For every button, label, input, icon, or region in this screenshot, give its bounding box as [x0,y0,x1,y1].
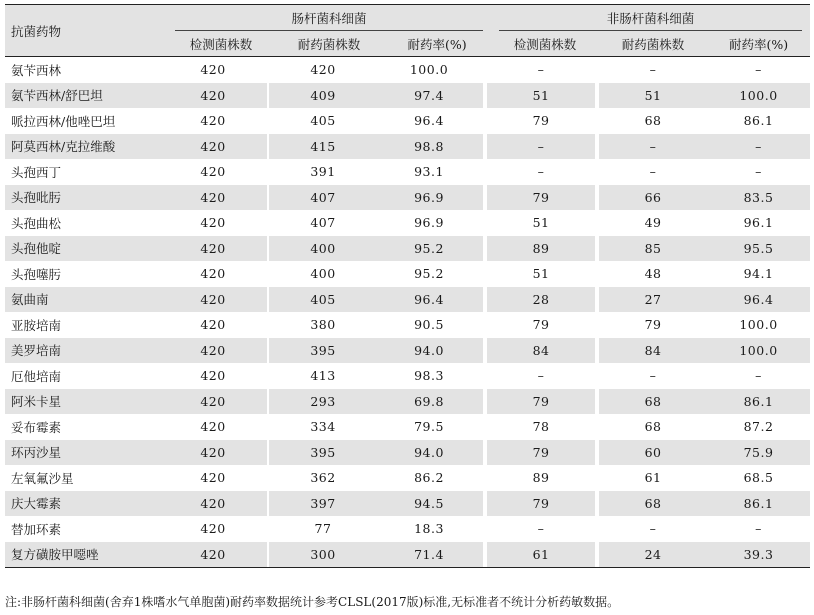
non-enterobacter-resistant-cell: 24 [599,542,707,568]
enterobacter-rate-cell: 94.0 [375,440,483,466]
non-enterobacter-rate-header: 耐药率(%) [707,31,810,57]
enterobacter-resistant-cell: 400 [310,266,336,282]
drug-name-cell: 环丙沙星 [5,440,167,466]
table-row [5,440,810,466]
table-body [5,57,810,568]
non-enterobacter-rate-cell: – [755,62,762,78]
table-row [5,465,810,491]
table-row [5,312,810,338]
non-enterobacter-rate-cell: – [707,134,810,160]
table-row [5,83,810,109]
enterobacter-detected-cell: 420 [200,215,226,231]
non-enterobacter-resistant-cell: 68 [644,419,662,435]
enterobacter-rate-cell: 98.3 [414,368,444,384]
drug-name-cell: 氨曲南 [5,287,167,313]
enterobacter-resistant-cell: 362 [310,470,336,486]
non-enterobacter-detected-cell: 28 [487,287,595,313]
enterobacter-detected-cell: 420 [200,266,226,282]
non-enterobacter-rate-cell: 75.9 [707,440,810,466]
enterobacter-detected-cell: 420 [159,491,267,517]
non-enterobacter-detected-cell: 89 [532,470,550,486]
enterobacter-detected-cell: 420 [200,521,226,537]
enterobacter-resistant-cell: 420 [310,62,336,78]
enterobacter-resistant-cell: 77 [314,521,332,537]
table-row [5,516,810,542]
non-enterobacter-rate-cell: 96.4 [707,287,810,313]
non-enterobacter-group-header [491,5,810,32]
non-enterobacter-rate-cell: 100.0 [739,317,778,333]
non-enterobacter-resistant-cell: – [649,62,657,78]
non-enterobacter-resistant-cell: 68 [644,113,662,129]
non-enterobacter-detected-cell: – [537,164,545,180]
enterobacter-rate-cell: 95.2 [375,236,483,262]
non-enterobacter-rate-cell: 86.1 [743,113,774,129]
non-enterobacter-rate-cell: 83.5 [707,185,810,211]
table-row [5,542,810,568]
non-enterobacter-resistant-cell: 84 [599,338,707,364]
enterobacter-rate-cell: 94.5 [375,491,483,517]
non-enterobacter-resistant-cell: – [649,368,657,384]
group-divider [499,30,802,31]
enterobacter-detected-cell: 420 [200,368,226,384]
enterobacter-resistant-cell: 405 [310,113,336,129]
non-enterobacter-detected-cell: 78 [532,419,550,435]
table-header [5,5,810,57]
enterobacter-resistant-cell: 400 [269,236,377,262]
drug-name-cell: 头孢西丁 [11,164,62,180]
enterobacter-rate-cell: 96.9 [414,215,444,231]
enterobacter-rate-cell: 18.3 [414,521,444,537]
table-row [5,134,810,160]
table-row [5,236,810,262]
non-enterobacter-detected-cell: 79 [487,491,595,517]
non-enterobacter-detected-cell: 51 [487,83,595,109]
enterobacter-detected-cell: 420 [159,236,267,262]
enterobacter-rate-cell: 96.9 [375,185,483,211]
non-enterobacter-rate-cell: – [755,164,762,180]
enterobacter-detected-cell: 420 [200,164,226,180]
non-enterobacter-detected-cell: – [537,62,545,78]
non-enterobacter-resistant-cell: 51 [599,83,707,109]
enterobacter-resistant-cell: 405 [269,287,377,313]
enterobacter-rate-cell: 94.0 [375,338,483,364]
enterobacter-rate-cell: 90.5 [414,317,444,333]
enterobacter-rate-cell: 97.4 [375,83,483,109]
table-row [5,338,810,364]
non-enterobacter-detected-cell: 61 [487,542,595,568]
enterobacter-resistant-cell: 334 [310,419,336,435]
non-enterobacter-detected-cell: 79 [532,317,550,333]
table-row [5,414,810,440]
enterobacter-resistant-cell: 395 [269,440,377,466]
non-enterobacter-rate-cell: 39.3 [707,542,810,568]
drug-name-cell: 氨苄西林/舒巴坦 [5,83,167,109]
table-row [5,185,810,211]
non-enterobacter-resistant-cell: 85 [599,236,707,262]
non-enterobacter-rate-cell: 95.5 [707,236,810,262]
non-enterobacter-rate-cell: 86.1 [707,491,810,517]
table-row [5,491,810,517]
non-enterobacter-resistant-cell: 79 [644,317,662,333]
enterobacter-detected-cell: 420 [159,134,267,160]
non-enterobacter-resistant-cell: 27 [599,287,707,313]
non-enterobacter-rate-cell: 94.1 [743,266,774,282]
drug-name-cell: 阿米卡星 [5,389,167,415]
non-enterobacter-detected-cell: 79 [532,113,550,129]
non-enterobacter-rate-cell: 96.1 [743,215,774,231]
enterobacter-detected-cell: 420 [200,419,226,435]
enterobacter-resistant-cell: 395 [269,338,377,364]
enterobacter-group-header [167,5,491,32]
drug-name-cell: 庆大霉素 [5,491,167,517]
non-enterobacter-resistant-cell: 68 [599,389,707,415]
drug-name-cell: 复方磺胺甲噁唑 [5,542,167,568]
non-enterobacter-rate-cell: 86.1 [707,389,810,415]
drug-name-cell: 头孢噻肟 [11,266,62,282]
enterobacter-rate-cell: 86.2 [414,470,444,486]
non-enterobacter-detected-cell: 84 [487,338,595,364]
drug-name-cell: 头孢他啶 [5,236,167,262]
non-enterobacter-resistant-cell: 61 [644,470,662,486]
enterobacter-detected-cell: 420 [159,287,267,313]
enterobacter-detected-cell: 420 [159,440,267,466]
drug-name-cell: 亚胺培南 [11,317,62,333]
non-enterobacter-resistant-cell: 60 [599,440,707,466]
enterobacter-rate-cell: 79.5 [414,419,444,435]
non-enterobacter-resistant-header: 耐药菌株数 [599,31,707,57]
enterobacter-detected-cell: 420 [200,113,226,129]
table-row [5,363,810,389]
non-enterobacter-detected-cell: 79 [487,185,595,211]
drug-name-cell: 替加环素 [11,521,62,537]
drug-name-cell: 氨苄西林 [11,62,62,78]
table-row [5,210,810,236]
enterobacter-rate-cell: 69.8 [375,389,483,415]
table-row [5,287,810,313]
enterobacter-rate-cell: 98.8 [375,134,483,160]
drug-name-cell: 头孢吡肟 [5,185,167,211]
table-row [5,389,810,415]
non-enterobacter-rate-cell: 100.0 [707,83,810,109]
drug-column-header: 抗菌药物 [5,5,167,57]
enterobacter-resistant-cell: 413 [310,368,336,384]
non-enterobacter-detected-cell: 79 [487,440,595,466]
non-enterobacter-resistant-cell: – [649,521,657,537]
non-enterobacter-detected-header: 检测菌株数 [491,31,599,57]
enterobacter-rate-cell: 96.4 [414,113,444,129]
drug-name-cell: 阿莫西林/克拉维酸 [5,134,167,160]
non-enterobacter-rate-cell: – [755,521,762,537]
enterobacter-detected-cell: 420 [159,389,267,415]
enterobacter-detected-header: 检测菌株数 [167,31,275,57]
enterobacter-group-label: 肠杆菌科细菌 [291,11,367,26]
enterobacter-rate-cell: 93.1 [414,164,444,180]
group-divider [175,30,483,31]
non-enterobacter-rate-cell: 100.0 [707,338,810,364]
enterobacter-detected-cell: 420 [200,470,226,486]
enterobacter-resistant-cell: 407 [310,215,336,231]
table-row [5,159,810,185]
enterobacter-resistant-cell: 300 [269,542,377,568]
non-enterobacter-resistant-cell: 66 [599,185,707,211]
enterobacter-detected-cell: 420 [159,185,267,211]
enterobacter-rate-cell: 95.2 [414,266,444,282]
drug-name-cell: 哌拉西林/他唑巴坦 [11,113,116,129]
enterobacter-rate-cell: 100.0 [409,62,449,78]
non-enterobacter-resistant-cell: 49 [644,215,662,231]
enterobacter-resistant-cell: 391 [310,164,336,180]
drug-name-cell: 妥布霉素 [11,419,62,435]
drug-name-cell: 头孢曲松 [11,215,62,231]
non-enterobacter-resistant-cell: 48 [644,266,662,282]
non-enterobacter-detected-cell: – [537,521,545,537]
non-enterobacter-resistant-cell: 68 [599,491,707,517]
enterobacter-resistant-header: 耐药菌株数 [275,31,383,57]
drug-name-cell: 美罗培南 [5,338,167,364]
enterobacter-resistant-cell: 293 [269,389,377,415]
enterobacter-detected-cell: 420 [159,542,267,568]
table-row [5,261,810,287]
drug-name-cell: 厄他培南 [11,368,62,384]
table-row [5,57,810,83]
enterobacter-resistant-cell: 407 [269,185,377,211]
enterobacter-detected-cell: 420 [159,338,267,364]
table-row [5,108,810,134]
non-enterobacter-rate-cell: – [755,368,762,384]
enterobacter-resistant-cell: 397 [269,491,377,517]
enterobacter-resistant-cell: 380 [310,317,336,333]
drug-name-cell: 左氧氟沙星 [11,470,74,486]
non-enterobacter-detected-cell: 51 [532,266,550,282]
non-enterobacter-detected-cell: 51 [532,215,550,231]
non-enterobacter-detected-cell: 89 [487,236,595,262]
enterobacter-resistant-cell: 409 [269,83,377,109]
enterobacter-detected-cell: 420 [159,83,267,109]
enterobacter-rate-cell: 96.4 [375,287,483,313]
enterobacter-detected-cell: 420 [200,317,226,333]
non-enterobacter-rate-cell: 87.2 [743,419,774,435]
non-enterobacter-detected-cell: 79 [487,389,595,415]
enterobacter-rate-header: 耐药率(%) [383,31,491,57]
table-footnote: 注:非肠杆菌科细菌(舍弃1株嗜水气单胞菌)耐药率数据统计参考CLSL(2017版)标准,无标准者不统计分析药敏数据。 [5,595,620,609]
enterobacter-rate-cell: 71.4 [375,542,483,568]
non-enterobacter-detected-cell: – [487,134,595,160]
non-enterobacter-resistant-cell: – [649,164,657,180]
non-enterobacter-resistant-cell: – [599,134,707,160]
non-enterobacter-rate-cell: 68.5 [743,470,774,486]
resistance-table [5,4,810,568]
non-enterobacter-group-label: 非肠杆菌科细菌 [606,11,695,26]
enterobacter-resistant-cell: 415 [269,134,377,160]
enterobacter-detected-cell: 420 [200,62,226,78]
non-enterobacter-detected-cell: – [537,368,545,384]
